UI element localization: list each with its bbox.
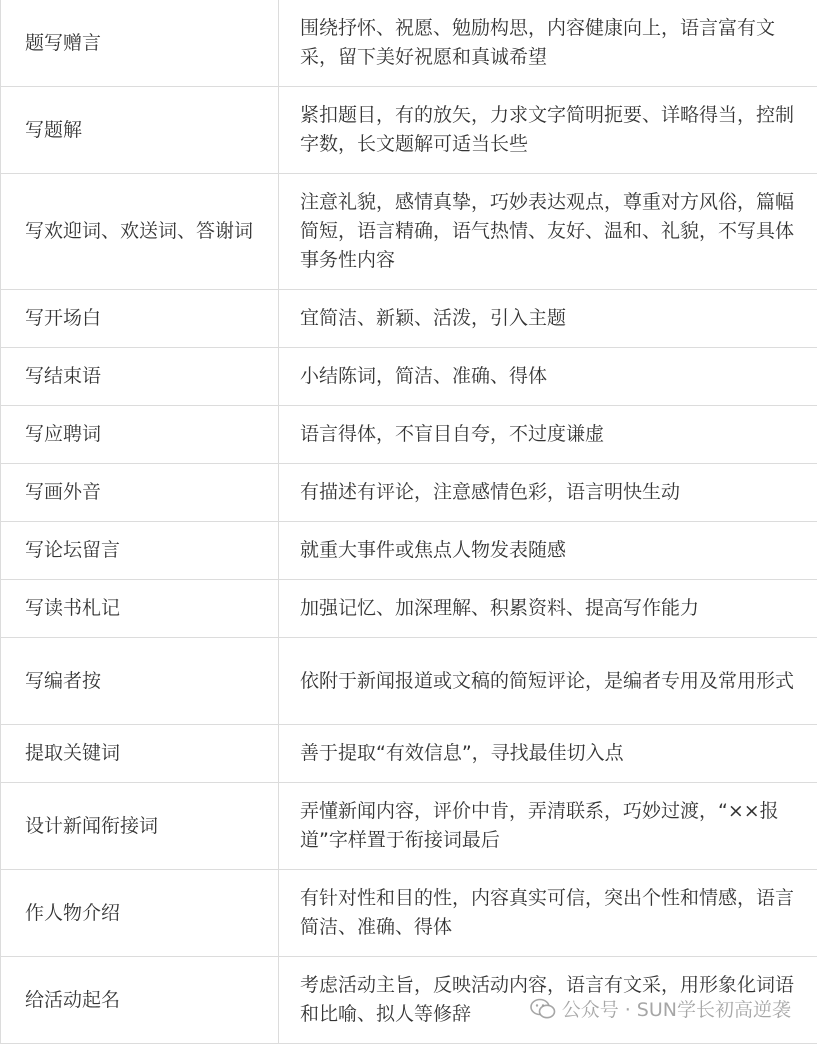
item-cell: 设计新闻衔接词 (1, 783, 279, 870)
requirement-cell: 依附于新闻报道或文稿的简短评论，是编者专用及常用形式 (279, 638, 817, 725)
item-cell: 写编者按 (1, 638, 279, 725)
table-row (1, 174, 817, 290)
requirement-cell: 善于提取“有效信息”，寻找最佳切入点 (279, 725, 817, 783)
item-cell: 写开场白 (1, 290, 279, 348)
item-cell: 写画外音 (1, 464, 279, 522)
item-cell: 写结束语 (1, 348, 279, 406)
item-cell: 写题解 (1, 87, 279, 174)
item-cell: 写欢迎词、欢送词、答谢词 (1, 174, 279, 290)
table-row (1, 464, 817, 522)
table-row (1, 406, 817, 464)
requirement-cell: 紧扣题目，有的放矢，力求文字简明扼要、详略得当，控制字数，长文题解可适当长些 (279, 87, 817, 174)
item-cell: 写应聘词 (1, 406, 279, 464)
requirement-cell: 小结陈词，简洁、准确、得体 (279, 348, 817, 406)
requirement-cell: 弄懂新闻内容，评价中肯，弄清联系，巧妙过渡，“××报道”字样置于衔接词最后 (279, 783, 817, 870)
table-body (1, 0, 817, 1044)
table-row (1, 290, 817, 348)
table-row (1, 957, 817, 1044)
requirement-cell: 宜简洁、新颖、活泼，引入主题 (279, 290, 817, 348)
table-row (1, 870, 817, 957)
item-cell: 作人物介绍 (1, 870, 279, 957)
table-row (1, 638, 817, 725)
requirement-cell: 有描述有评论，注意感情色彩，语言明快生动 (279, 464, 817, 522)
table-row (1, 725, 817, 783)
table-row (1, 87, 817, 174)
item-cell: 提取关键词 (1, 725, 279, 783)
requirement-cell: 有针对性和目的性，内容真实可信，突出个性和情感，语言简洁、准确、得体 (279, 870, 817, 957)
requirement-cell: 就重大事件或焦点人物发表随感 (279, 522, 817, 580)
requirement-cell: 语言得体，不盲目自夸，不过度谦虚 (279, 406, 817, 464)
requirement-cell: 考虑活动主旨，反映活动内容，语言有文采，用形象化词语和比喻、拟人等修辞 (279, 957, 817, 1044)
requirement-cell: 加强记忆、加深理解、积累资料、提高写作能力 (279, 580, 817, 638)
item-cell: 题写赠言 (1, 0, 279, 87)
item-cell: 写论坛留言 (1, 522, 279, 580)
item-cell: 给活动起名 (1, 957, 279, 1044)
item-cell: 写读书札记 (1, 580, 279, 638)
requirement-cell: 围绕抒怀、祝愿、勉励构思，内容健康向上，语言富有文采，留下美好祝愿和真诚希望 (279, 0, 817, 87)
table-row (1, 580, 817, 638)
watermark-text: 公众号 · SUN学长初高逆袭 (562, 995, 791, 1022)
requirement-cell: 注意礼貌，感情真挚，巧妙表达观点，尊重对方风俗，篇幅简短，语言精确，语气热情、友好、温和、礼貌，不写具体事务性内容 (279, 174, 817, 290)
table-row (1, 783, 817, 870)
table-row (1, 348, 817, 406)
table-row (1, 0, 817, 87)
table-row (1, 522, 817, 580)
